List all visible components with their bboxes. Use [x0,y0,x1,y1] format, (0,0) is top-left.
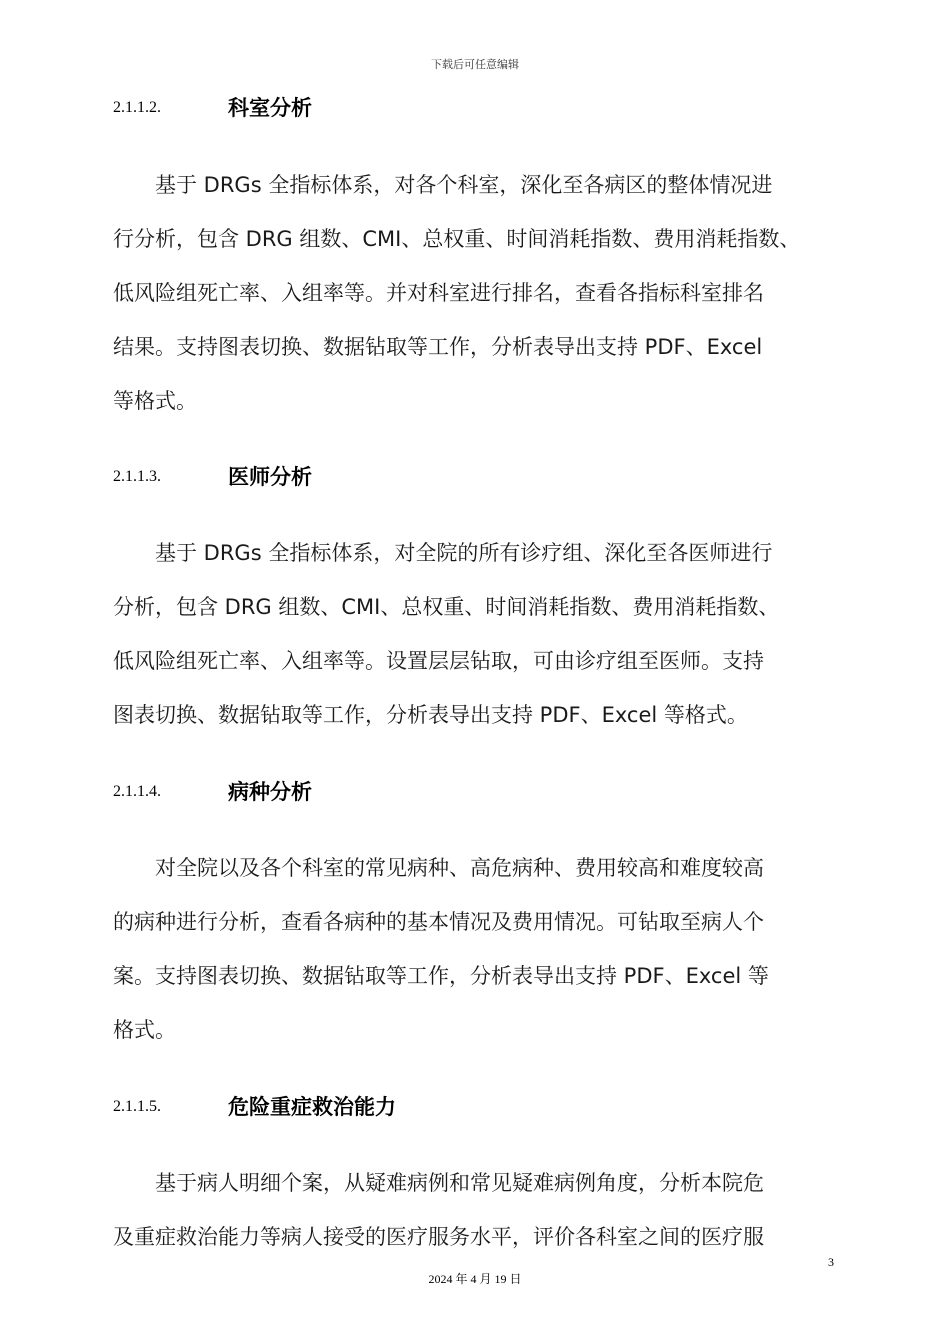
paragraph-line: 低风险组死亡率、入组率等。并对科室进行排名，查看各指标科室排名 [113,281,764,305]
paragraph-line: 分析，包含 DRG 组数、CMI、总权重、时间消耗指数、费用消耗指数、 [113,595,780,619]
paragraph-line: 案。支持图表切换、数据钻取等工作，分析表导出支持 PDF、Excel 等 [113,964,769,988]
section-paragraph [113,526,853,742]
paragraph-line: 行分析，包含 DRG 组数、CMI、总权重、时间消耗指数、费用消耗指数、 [113,227,801,251]
section-title: 病种分析 [228,780,312,804]
section-paragraph [113,841,853,1057]
paragraph-line: 的病种进行分析，查看各病种的基本情况及费用情况。可钻取至病人个 [113,910,764,934]
section-title: 科室分析 [228,96,312,120]
section-paragraph [113,158,853,428]
header-note: 下载后可任意编辑 [431,58,519,71]
footer-date: 2024 年 4 月 19 日 [428,1272,522,1286]
section-title: 危险重症救治能力 [228,1095,396,1119]
page-number: 3 [828,1255,834,1269]
section-paragraph [113,1156,853,1264]
paragraph-line: 基于 DRGs 全指标体系，对全院的所有诊疗组、深化至各医师进行 [113,541,773,565]
paragraph-line: 对全院以及各个科室的常见病种、高危病种、费用较高和难度较高 [113,856,764,880]
section-number: 2.1.1.3. [113,468,161,485]
section-number: 2.1.1.4. [113,783,161,800]
paragraph-line: 结果。支持图表切换、数据钻取等工作，分析表导出支持 PDF、Excel [113,335,763,359]
paragraph-line: 低风险组死亡率、入组率等。设置层层钻取，可由诊疗组至医师。支持 [113,649,764,673]
paragraph-line: 等格式。 [113,389,197,413]
paragraph-line: 及重症救治能力等病人接受的医疗服务水平，评价各科室之间的医疗服 [113,1225,764,1249]
paragraph-line: 格式。 [113,1018,176,1042]
paragraph-line: 基于 DRGs 全指标体系，对各个科室，深化至各病区的整体情况进 [113,173,773,197]
paragraph-line: 图表切换、数据钻取等工作，分析表导出支持 PDF、Excel 等格式。 [113,703,748,727]
section-number: 2.1.1.2. [113,99,161,116]
section-number: 2.1.1.5. [113,1098,161,1115]
paragraph-line: 基于病人明细个案，从疑难病例和常见疑难病例角度，分析本院危 [113,1171,764,1195]
section-title: 医师分析 [228,465,312,489]
